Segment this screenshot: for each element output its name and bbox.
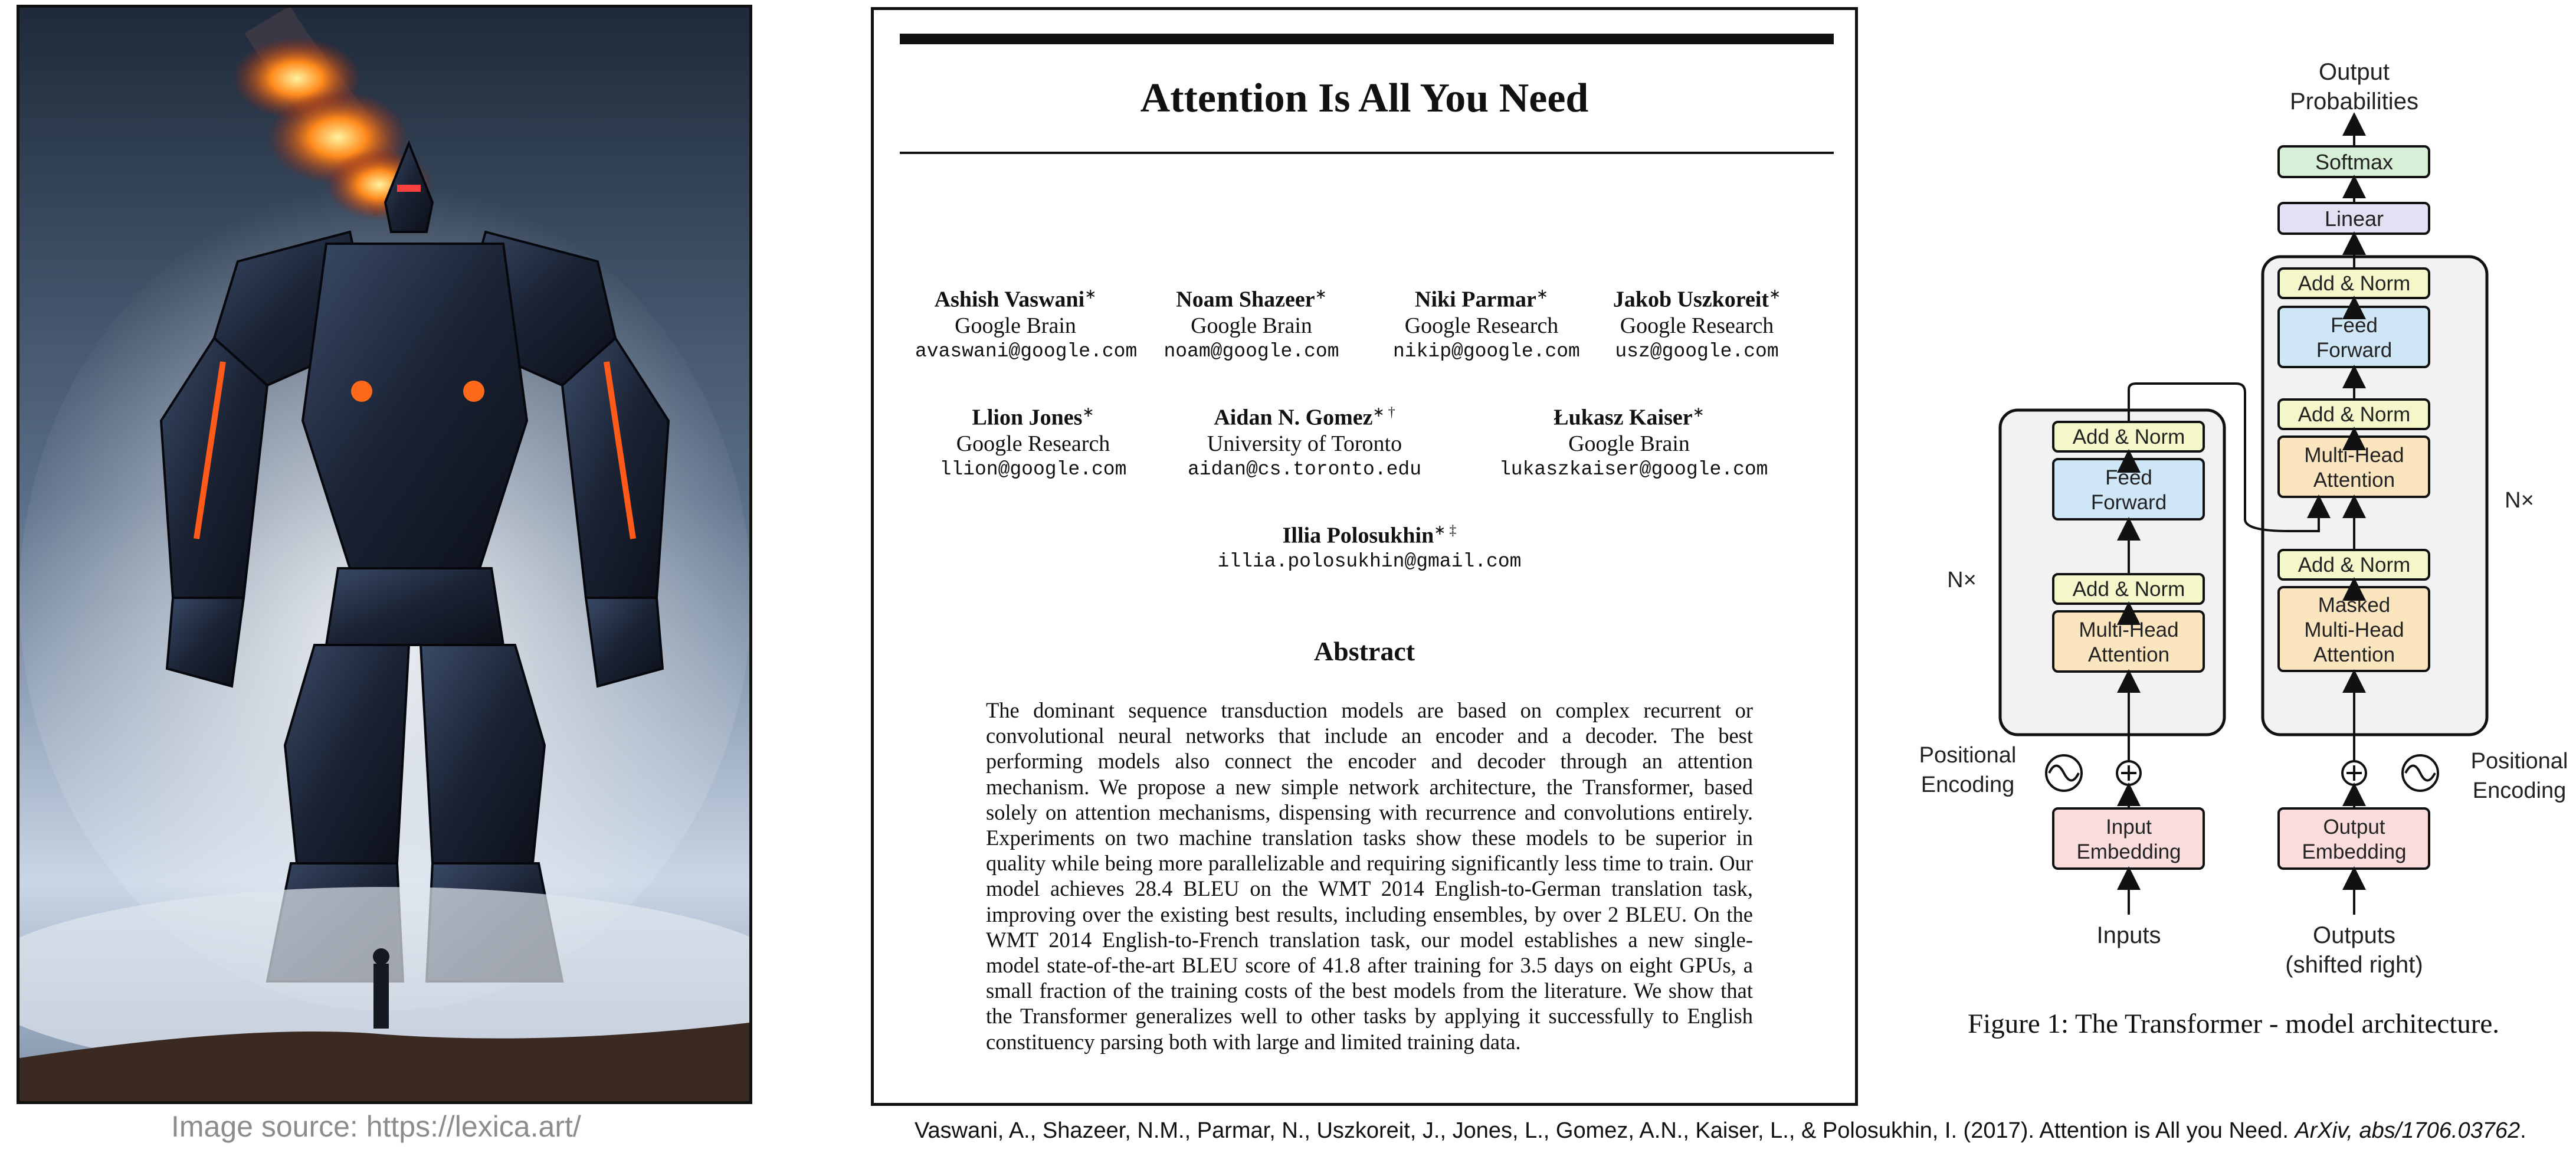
title-top-rule bbox=[900, 34, 1834, 44]
author-email: aidan@cs.toronto.edu bbox=[1187, 458, 1422, 480]
input-embedding-label: Input bbox=[2106, 816, 2152, 839]
author-mark: ∗ bbox=[1082, 405, 1094, 420]
author-name: Noam Shazeer bbox=[1176, 287, 1315, 312]
author-name: Llion Jones bbox=[972, 405, 1083, 430]
author-name: Łukasz Kaiser bbox=[1554, 405, 1693, 430]
author-affiliation: University of Toronto bbox=[1207, 431, 1402, 456]
author-block bbox=[1393, 281, 1580, 365]
paper-first-page bbox=[871, 7, 1858, 1106]
positional-encoding-label: Encoding bbox=[1920, 772, 2015, 797]
author-mark: ∗ bbox=[1084, 287, 1097, 302]
abstract-heading: Abstract bbox=[1313, 636, 1415, 666]
feed-forward-label: Feed bbox=[2331, 314, 2378, 337]
linear-label: Linear bbox=[2324, 207, 2384, 231]
paper-title: Attention Is All You Need bbox=[1140, 76, 1589, 121]
author-mark: ∗ ‡ bbox=[1434, 523, 1457, 538]
author-email: nikip@google.com bbox=[1393, 340, 1580, 362]
masked-label: Masked bbox=[2318, 594, 2391, 617]
feed-forward-label: Forward bbox=[2090, 491, 2167, 514]
author-email: noam@google.com bbox=[1164, 340, 1339, 362]
positional-encoding-label: Positional bbox=[2470, 749, 2568, 774]
citation-venue: ArXiv, abs/1706.03762 bbox=[2295, 1118, 2521, 1143]
author-block bbox=[1204, 518, 1535, 575]
add-norm-label: Add & Norm bbox=[2298, 403, 2411, 426]
multi-head-label: Multi-Head bbox=[2304, 618, 2404, 641]
author-affiliation: Google Brain bbox=[1568, 431, 1690, 456]
add-norm-label: Add & Norm bbox=[2072, 578, 2185, 601]
output-embedding-label: Embedding bbox=[2302, 840, 2407, 863]
feed-forward-label: Feed bbox=[2105, 466, 2152, 489]
author-name: Jakob Uszkoreit bbox=[1613, 287, 1769, 312]
multi-head-label: Multi-Head bbox=[2304, 444, 2404, 467]
author-email: usz@google.com bbox=[1615, 340, 1779, 362]
inputs-label: Inputs bbox=[2096, 922, 2161, 948]
figure-caption: Figure 1: The Transformer - model architecture. bbox=[1968, 1008, 2500, 1039]
multi-head-label: Multi-Head bbox=[2079, 618, 2179, 641]
author-affiliation: Google Research bbox=[1620, 313, 1774, 338]
attention-label: Attention bbox=[2087, 643, 2170, 666]
positional-encoding-label: Encoding bbox=[2472, 778, 2567, 803]
author-affiliation: Google Research bbox=[956, 431, 1110, 456]
encoder-nx-label: N× bbox=[1947, 568, 1977, 592]
author-email: lukaszkaiser@google.com bbox=[1499, 458, 1768, 480]
attention-label: Attention bbox=[2313, 469, 2395, 492]
author-affiliation: Google Brain bbox=[955, 313, 1076, 338]
author-block bbox=[1181, 400, 1428, 483]
decoder-nx-label: N× bbox=[2505, 488, 2534, 513]
outputs-label: (shifted right) bbox=[2285, 952, 2423, 978]
author-mark: ∗ † bbox=[1372, 405, 1395, 420]
input-embedding-label: Embedding bbox=[2076, 840, 2181, 863]
author-affiliation: Google Brain bbox=[1191, 313, 1312, 338]
author-block bbox=[939, 400, 1128, 483]
author-affiliation: Google Research bbox=[1404, 313, 1559, 338]
image-source-caption: Image source: https://lexica.art/ bbox=[171, 1110, 581, 1143]
add-norm-label: Add & Norm bbox=[2298, 272, 2411, 295]
robot-illustration bbox=[17, 5, 752, 1104]
citation-text: Vaswani, A., Shazeer, N.M., Parmar, N., Uszkoreit, J., Jones, L., Gomez, A.N., Kaiser, L., & Polosukhin, I. (2017). Attention is All you Need. bbox=[915, 1118, 2295, 1143]
author-block bbox=[1499, 400, 1768, 483]
citation-end: . bbox=[2520, 1118, 2526, 1143]
transformer-architecture-diagram bbox=[1906, 47, 2572, 1050]
author-name: Niki Parmar bbox=[1415, 287, 1536, 312]
author-mark: ∗ bbox=[1536, 287, 1548, 302]
author-name: Illia Polosukhin bbox=[1282, 523, 1434, 548]
outputs-label: Outputs bbox=[2312, 922, 2396, 948]
output-embedding-label: Output bbox=[2323, 816, 2385, 839]
author-name: Ashish Vaswani bbox=[934, 287, 1085, 312]
attention-label: Attention bbox=[2313, 643, 2395, 666]
author-email: avaswani@google.com bbox=[915, 340, 1138, 362]
feed-forward-label: Forward bbox=[2316, 339, 2393, 362]
add-norm-label: Add & Norm bbox=[2072, 425, 2185, 448]
softmax-label: Softmax bbox=[2315, 150, 2394, 174]
citation bbox=[915, 1118, 2526, 1144]
title-bottom-rule bbox=[900, 152, 1834, 154]
author-email: llion@google.com bbox=[939, 458, 1127, 480]
author-mark: ∗ bbox=[1769, 287, 1781, 302]
author-name: Aidan N. Gomez bbox=[1214, 405, 1373, 430]
author-mark: ∗ bbox=[1692, 405, 1705, 420]
author-email: illia.polosukhin@gmail.com bbox=[1217, 550, 1522, 572]
output-probabilities-label: Probabilities bbox=[2290, 89, 2418, 114]
output-probabilities-label: Output bbox=[2318, 59, 2390, 85]
add-norm-label: Add & Norm bbox=[2298, 554, 2411, 577]
author-block bbox=[1151, 281, 1352, 365]
author-block bbox=[1608, 281, 1785, 365]
abstract-text: The dominant sequence transduction models are based on complex recurrent or convolutional neural networks that include an encoder and a decoder. The best performing models also connect the encoder and decoder through an attention mechanism. We propose a new simple network architecture, the Transformer, based solely on attention mechanisms, dispensing with recurrence and convolutions entirely. Experiments on two machine translation tasks show these models to be superior in quality while being more parallelizable and requiring significantly less time to train. Our model achieves 28.4 BLEU on the WMT 2014 English-to-German translation task, improving over the existing best results, including ensembles, by over 2 BLEU. On the WMT 2014 English-to-French translation task, our model establishes a new single-model state-of-the-art BLEU score of 41.8 after training for 3.5 days on eight GPUs, a small fraction of the training costs of the best models from the literature. We show that the Transformer generalizes well to other tasks by applying it successfully to English constituency parsing both with large and limited training data. bbox=[986, 698, 1753, 1054]
author-mark: ∗ bbox=[1315, 287, 1327, 302]
author-block bbox=[915, 281, 1138, 365]
positional-encoding-label: Positional bbox=[1919, 743, 2017, 768]
